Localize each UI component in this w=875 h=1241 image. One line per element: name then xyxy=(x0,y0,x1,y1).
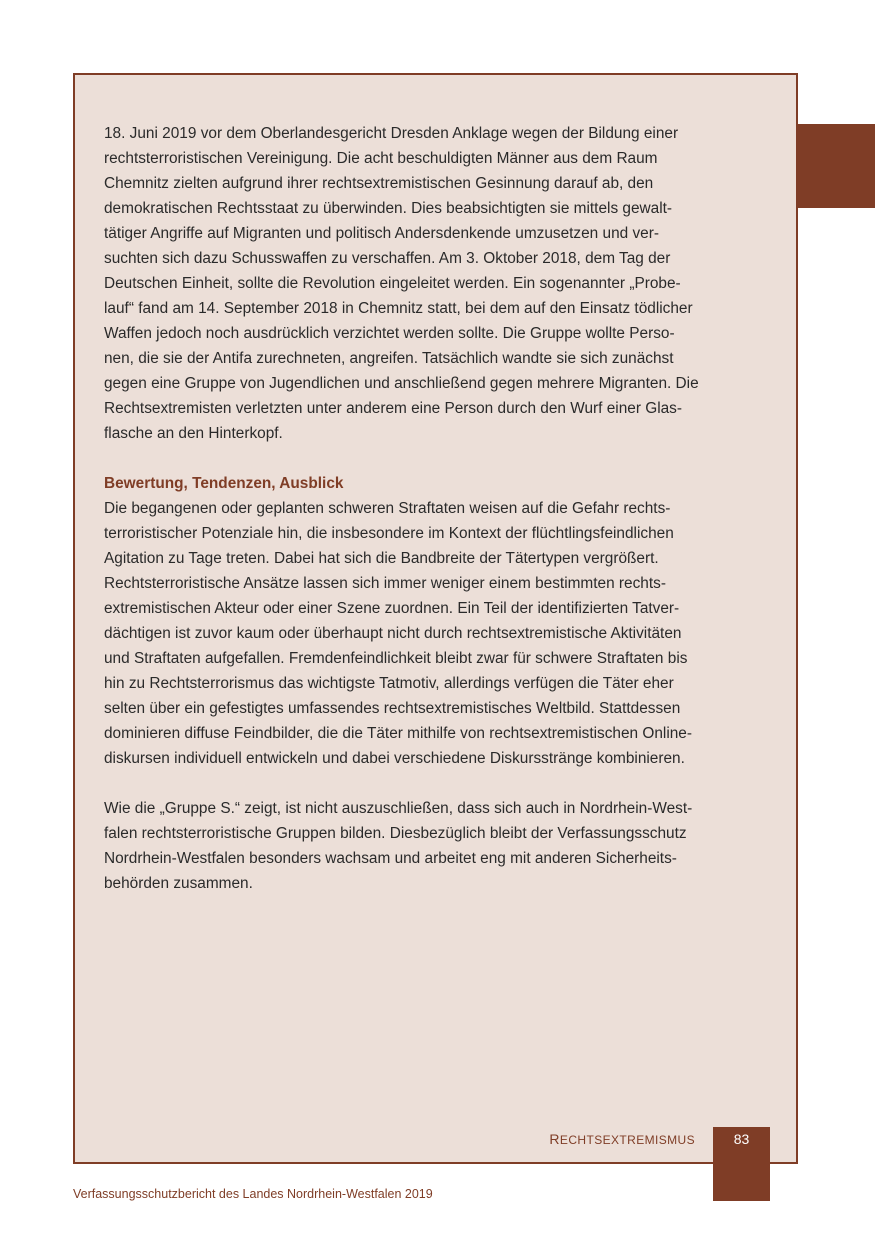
text-line: Rechtsextremisten verletzten unter anderem eine Person durch den Wurf einer Glas- xyxy=(104,400,682,417)
text-line: gegen eine Gruppe von Jugendlichen und anschließend gegen mehrere Migranten. Die xyxy=(104,375,699,392)
paragraph-3 xyxy=(104,796,774,896)
text-line: Die begangenen oder geplanten schweren Straftaten weisen auf die Gefahr rechts- xyxy=(104,500,671,517)
text-line: und Straftaten aufgefallen. Fremdenfeindlichkeit bleibt zwar für schwere Straftaten bis xyxy=(104,650,688,667)
text-line: selten über ein gefestigtes umfassendes rechtsextremistisches Weltbild. Stattdessen xyxy=(104,700,681,717)
text-line: dächtigen ist zuvor kaum oder überhaupt nicht durch rechtsextremistische Aktivitäten xyxy=(104,625,682,642)
text-line: terroristischer Potenziale hin, die insbesondere im Kontext der flüchtlingsfeindlichen xyxy=(104,525,674,542)
text-line: demokratischen Rechtsstaat zu überwinden. Dies beabsichtigten sie mittels gewalt- xyxy=(104,200,673,217)
paragraph-2 xyxy=(104,496,774,771)
article-body xyxy=(104,121,774,896)
page-number: 83 xyxy=(733,1131,750,1147)
text-line: Nordrhein-Westfalen besonders wachsam und arbeitet eng mit anderen Sicherheits- xyxy=(104,850,677,867)
footer-publication-title: Verfassungsschutzbericht des Landes Nordrhein-Westfalen 2019 xyxy=(73,1187,433,1201)
text-line: Waffen jedoch noch ausdrücklich verzichtet werden sollte. Die Gruppe wollte Perso- xyxy=(104,325,675,342)
text-line: hin zu Rechtsterrorismus das wichtigste Tatmotiv, allerdings verfügen die Täter eher xyxy=(104,675,674,692)
chapter-side-tab xyxy=(798,124,875,208)
text-line: dominieren diffuse Feindbilder, die die Täter mithilfe von rechtsextremistischen Online- xyxy=(104,725,692,742)
text-line: lauf“ fand am 14. September 2018 in Chemnitz statt, bei dem auf den Einsatz tödlicher xyxy=(104,300,693,317)
text-line: suchten sich dazu Schusswaffen zu verschaffen. Am 3. Oktober 2018, dem Tag der xyxy=(104,250,671,267)
page-number-box xyxy=(713,1127,770,1201)
section-label-rest: ECHTSEXTREMISMUS xyxy=(559,1133,695,1147)
text-line: extremistischen Akteur oder einer Szene zuordnen. Ein Teil der identifizierten Tatver- xyxy=(104,600,680,617)
section-heading: Bewertung, Tendenzen, Ausblick xyxy=(104,475,344,492)
text-line: flasche an den Hinterkopf. xyxy=(104,425,283,442)
text-line: Deutschen Einheit, sollte die Revolution eingeleitet werden. Ein sogenannter „Probe- xyxy=(104,275,681,292)
text-line: 18. Juni 2019 vor dem Oberlandesgericht Dresden Anklage wegen der Bildung einer xyxy=(104,125,679,142)
text-line: Wie die „Gruppe S.“ zeigt, ist nicht auszuschließen, dass sich auch in Nordrhein-West- xyxy=(104,800,693,817)
text-line: Chemnitz zielten aufgrund ihrer rechtsextremistischen Gesinnung darauf ab, den xyxy=(104,175,654,192)
text-line: falen rechtsterroristische Gruppen bilden. Diesbezüglich bleibt der Verfassungsschutz xyxy=(104,825,687,842)
text-line: nen, die sie der Antifa zurechneten, angreifen. Tatsächlich wandte sie sich zunächst xyxy=(104,350,674,367)
text-line: diskursen individuell entwickeln und dabei verschiedene Diskursstränge kombinieren. xyxy=(104,750,685,767)
paragraph-1 xyxy=(104,121,774,446)
text-line: rechtsterroristischen Vereinigung. Die acht beschuldigten Männer aus dem Raum xyxy=(104,150,658,167)
text-line: Rechtsterroristische Ansätze lassen sich immer weniger einem bestimmten rechts- xyxy=(104,575,666,592)
text-line: tätiger Angriffe auf Migranten und politisch Andersdenkende umzusetzen und ver- xyxy=(104,225,659,242)
text-line: behörden zusammen. xyxy=(104,875,253,892)
section-label-initial: R xyxy=(549,1131,560,1147)
text-line: Agitation zu Tage treten. Dabei hat sich die Bandbreite der Tätertypen vergrößert. xyxy=(104,550,659,567)
section-label xyxy=(549,1131,695,1147)
